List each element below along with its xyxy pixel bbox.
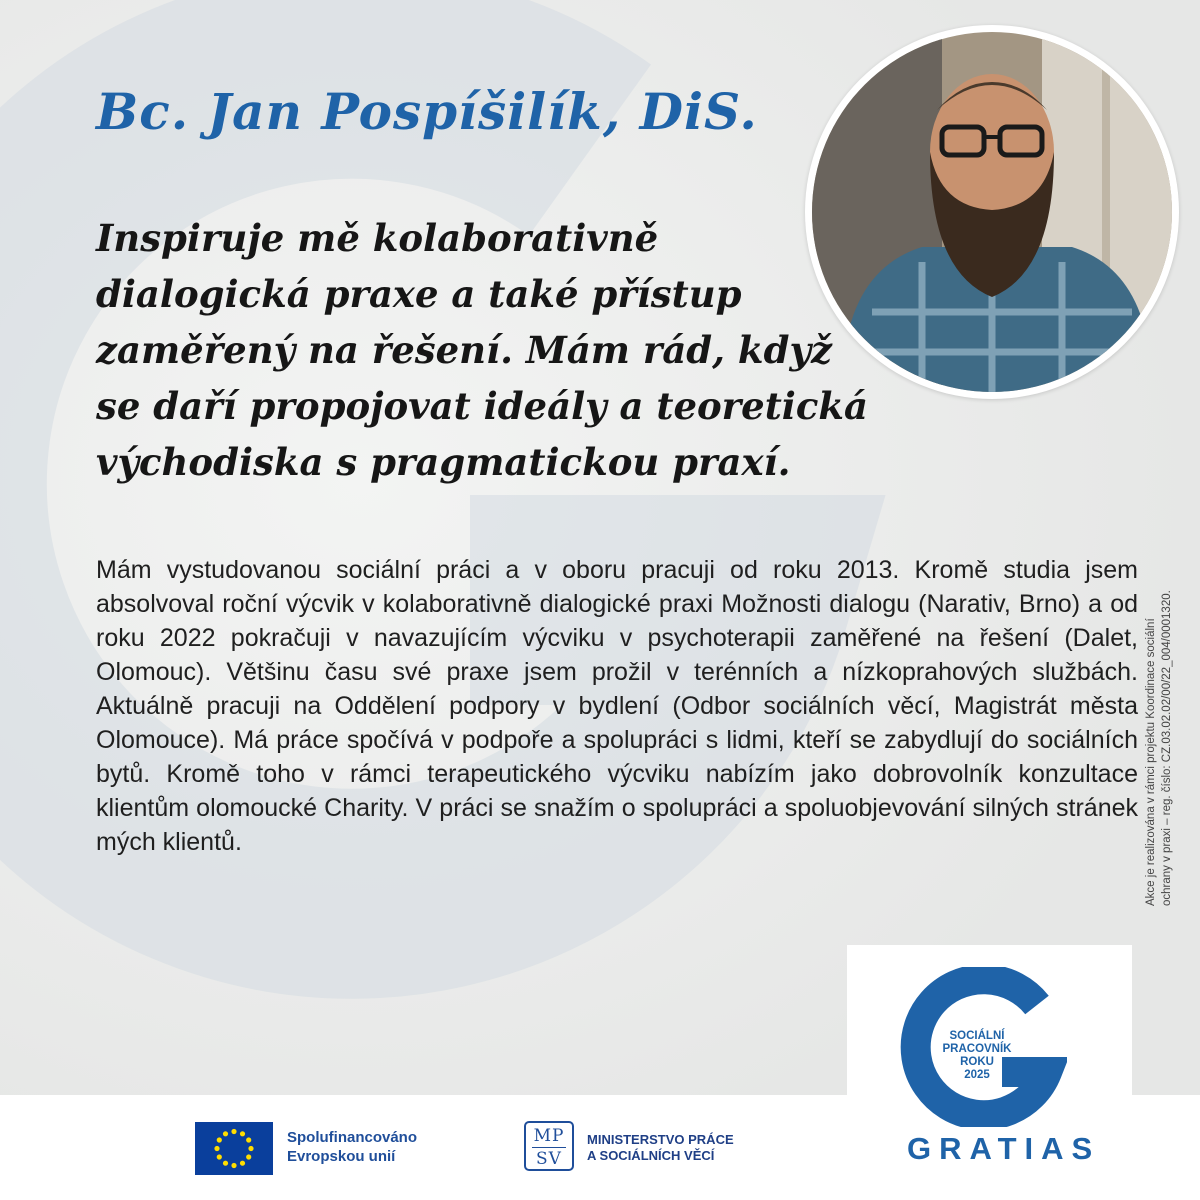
eu-text-line: Spolufinancováno bbox=[287, 1129, 418, 1146]
project-note-line: Akce je realizována v rámci projektu Koordinace sociální bbox=[1145, 618, 1157, 906]
quote bbox=[96, 210, 868, 490]
mpsv-text-line: MINISTERSTVO PRÁCE bbox=[587, 1132, 734, 1147]
portrait-illustration bbox=[812, 32, 1172, 392]
quote-line: se daří propojovat ideály a teoretická bbox=[96, 384, 868, 428]
award-logo bbox=[847, 945, 1132, 1200]
mpsv-text-line: A SOCIÁLNÍCH VĚCÍ bbox=[587, 1148, 715, 1163]
award-line: PRACOVNÍK bbox=[942, 1043, 1012, 1055]
bio-text: Mám vystudovanou sociální práci a v oboru pracuji od roku 2013. Kromě studia jsem absolvoval roční výcvik v kolaborativně dialogické praxi Možnosti dialogu (Narativ, Brno) a od roku 2022 pokračuji v navazujícím výcviku v psychoterapii zaměřené na řešení (Dalet, Olomouc). Většinu času své praxe jsem prožil v terénních a nízkoprahových službách. Aktuálně pracuji na Oddělení podpory v bydlení (Odbor sociálních věcí, Magistrát města Olomouce). Má práce spočívá v podpoře a spolupráci s lidmi, kteří se zabydlují do sociálních bytů. Kromě toho v rámci terapeutického výcviku nabízím jako dobrovolník konzultace klientům olomoucké Charity. V práci se snažím o spolupráci a spoluobjevování silných stránek mých klientů. bbox=[96, 556, 1138, 856]
portrait-photo bbox=[812, 32, 1172, 392]
mpsv-logo-top: MP bbox=[533, 1126, 565, 1146]
quote-line: zaměřený na řešení. Mám rád, když bbox=[96, 328, 832, 372]
award-line: 2025 bbox=[964, 1069, 990, 1081]
award-line: SOCIÁLNÍ bbox=[949, 1030, 1005, 1042]
eu-flag-icon bbox=[195, 1122, 273, 1175]
quote-line: dialogická praxe a také přístup bbox=[96, 272, 742, 316]
mpsv-logo-bottom: SV bbox=[536, 1149, 562, 1169]
eu-text-line: Evropskou unií bbox=[287, 1148, 396, 1165]
gratias-wordmark: GRATIAS bbox=[907, 1131, 1101, 1166]
award-line: ROKU bbox=[960, 1056, 994, 1068]
person-name: Bc. Jan Pospíšilík, DiS. bbox=[96, 82, 758, 141]
quote-line: východiska s pragmatickou praxí. bbox=[96, 440, 791, 484]
mpsv-name bbox=[587, 1132, 734, 1164]
mpsv-logo bbox=[524, 1121, 574, 1171]
award-title bbox=[934, 1030, 1020, 1082]
project-note bbox=[1143, 486, 1175, 906]
quote-line: Inspiruje mě kolaborativně bbox=[96, 216, 659, 260]
project-note-line: ochrany v praxi – reg. číslo: CZ.03.02.02/00/22_004/0001320. bbox=[1161, 590, 1173, 906]
eu-cofunding-text bbox=[287, 1128, 417, 1166]
